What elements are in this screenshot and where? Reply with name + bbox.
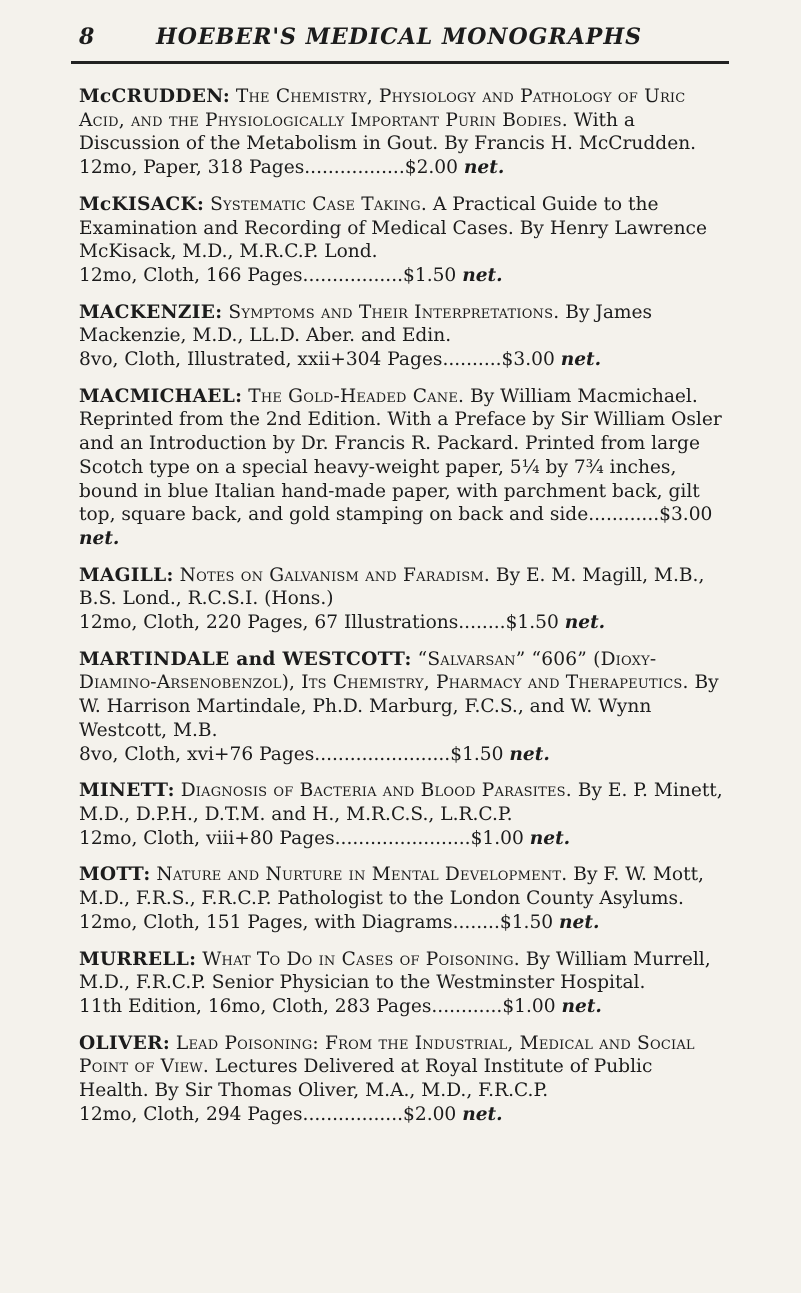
book-description: Lectures Delivered at Royal Institute of Public Health. By Sir Thomas Oliver, M.A., M.D., F.R.C.P. (79, 1056, 653, 1102)
book-author: MOTT: (79, 864, 151, 886)
book-author: McKISACK: (79, 193, 205, 215)
running-title: HOEBER'S MEDICAL MONOGRAPHS (156, 24, 642, 50)
book-format: 12mo, Cloth, viii+80 Pages....................... (79, 827, 471, 849)
book-description: By James Mackenzie, M.D., LL.D. Aber. and Edin. (79, 301, 653, 347)
book-description: With a Discussion of the Metabolism in Gout. By Francis H. McCrudden. (79, 109, 697, 155)
book-title: “Salvarsan” “606” (Dioxy-Diamino-Arsenobenzol), Its Chemistry, Pharmacy and Therapeutics. (79, 648, 689, 694)
net-label: net. (509, 743, 550, 765)
net-label: net. (560, 349, 602, 371)
book-format: 8vo, Cloth, xvi+76 Pages....................... (79, 743, 451, 765)
book-entry (79, 301, 724, 372)
book-title: Nature and Nurture in Mental Development. (156, 864, 568, 886)
book-entry (79, 863, 724, 934)
page-header (79, 24, 719, 54)
book-entry (79, 85, 724, 180)
book-price: $3.00 (501, 349, 555, 371)
book-entry (79, 385, 724, 551)
book-entry (79, 648, 724, 767)
net-label: net. (463, 157, 505, 179)
book-title: Lead Poisoning: From the Industrial, Medical and Social Point of View. (79, 1032, 695, 1078)
book-author: MARTINDALE and WESTCOTT: (79, 648, 412, 670)
net-label: net. (462, 1103, 503, 1125)
book-price: $1.50 (403, 264, 457, 286)
book-title: What To Do in Cases of Poisoning. (202, 948, 520, 970)
book-format: 12mo, Cloth, 166 Pages................. (79, 264, 404, 286)
book-price: $1.00 (502, 995, 556, 1017)
book-price: $1.50 (499, 911, 554, 933)
book-description: A Practical Guide to the Examination and Recording of Medical Cases. By Henry Lawrence McKisack, M.D., M.R.C.P. Lond. (79, 193, 707, 263)
net-label: net. (559, 911, 600, 933)
book-entry (79, 779, 724, 850)
book-title: Notes on Galvanism and Faradism. (179, 564, 490, 586)
book-description: By E. M. Magill, M.B., B.S. Lond., R.C.S.I. (Hons.) (79, 564, 705, 610)
book-entry (79, 564, 724, 635)
book-title: Systematic Case Taking. (210, 193, 427, 215)
page-number: 8 (79, 24, 95, 50)
book-price: $2.00 (404, 157, 458, 179)
book-author: MINETT: (79, 780, 175, 802)
net-label: net. (561, 995, 602, 1017)
book-price: $1.50 (450, 743, 504, 765)
book-entry (79, 193, 724, 288)
book-title: The Chemistry, Physiology and Pathology of Uric Acid, and the Physiologically Important Purin Bodies. (79, 86, 686, 131)
book-price: $2.00 (403, 1103, 457, 1125)
book-author: MURRELL: (79, 948, 197, 970)
book-price: $1.00 (470, 827, 524, 849)
book-format: 12mo, Cloth, 294 Pages................. (79, 1103, 404, 1125)
book-description: By F. W. Mott, M.D., F.R.S., F.R.C.P. Pathologist to the London County Asylums. (79, 864, 704, 910)
net-label: net. (529, 827, 571, 849)
book-price: $3.00 (659, 504, 713, 526)
book-author: MACMICHAEL: (79, 385, 243, 407)
book-price: $1.50 (505, 612, 559, 634)
book-format: 12mo, Cloth, 220 Pages, 67 Illustrations........ (79, 612, 506, 634)
book-description: By E. P. Minett, M.D., D.P.H., D.T.M. and H., M.R.C.S., L.R.C.P. (79, 780, 723, 825)
book-title: The Gold-Headed Cane. (248, 385, 465, 407)
header-rule (71, 61, 729, 64)
net-label: net. (79, 527, 120, 549)
book-author: MACKENZIE: (79, 301, 223, 323)
book-format: 11th Edition, 16mo, Cloth, 283 Pages............ (79, 995, 503, 1017)
net-label: net. (564, 612, 606, 634)
book-description: By William Macmichael. Reprinted from the 2nd Edition. With a Preface by Sir William Osler and an Introduction by Dr. Francis R. Packard. Printed from large Scotch type on a special heavy-weight paper, 5¼ by 7¾ inches, bound in blue Italian hand-made paper, with parchment back, gilt top, square back, and gold stamping on back and side............ (79, 385, 722, 526)
book-title: Diagnosis of Bacteria and Blood Parasites. (180, 780, 572, 802)
book-description: By W. Harrison Martindale, Ph.D. Marburg, F.C.S., and W. Wynn Westcott, M.B. (79, 672, 719, 741)
book-format: 8vo, Cloth, Illustrated, xxii+304 Pages.......... (79, 349, 502, 371)
book-author: OLIVER: (79, 1032, 170, 1054)
book-format: 12mo, Paper, 318 Pages................. (79, 157, 405, 179)
net-label: net. (462, 264, 503, 286)
book-author: McCRUDDEN: (79, 86, 230, 107)
book-entry (79, 948, 724, 1019)
book-format: 12mo, Cloth, 151 Pages, with Diagrams........ (79, 911, 500, 933)
book-title: Symptoms and Their Interpretations. (228, 301, 560, 323)
book-description: By William Murrell, M.D., F.R.C.P. Senior Physician to the Westminster Hospital. (79, 948, 711, 994)
book-author: MAGILL: (79, 564, 174, 586)
book-entry (79, 1032, 724, 1127)
book-list (79, 85, 724, 1139)
